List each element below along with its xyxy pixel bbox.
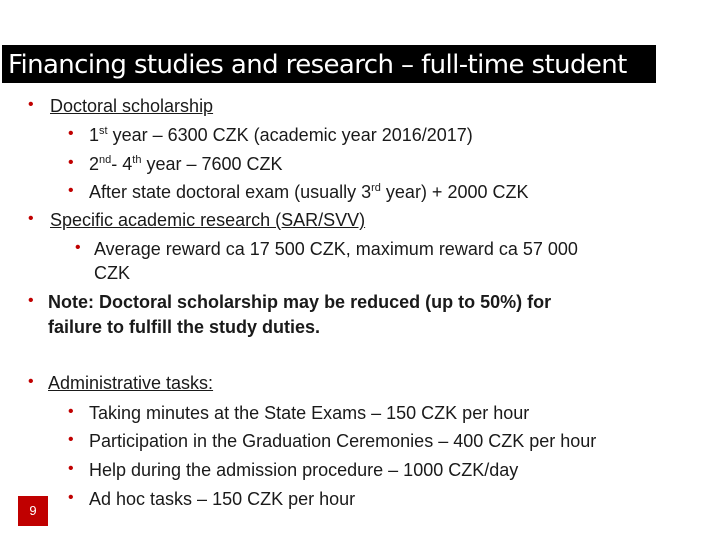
bullet-icon: • <box>68 403 74 420</box>
bullet-icon: • <box>28 373 34 390</box>
research-reward-line-1: Average reward ca 17 500 CZK, maximum reward ca 57 000 <box>94 239 578 259</box>
bullet-icon: • <box>68 489 74 506</box>
doctoral-heading: Doctoral scholarship <box>50 96 214 116</box>
doctoral-year-1 <box>89 124 473 146</box>
doctoral-year-2-mid: - 4 <box>111 154 133 174</box>
doctoral-exam-post: year) + 2000 CZK <box>380 182 529 202</box>
admin-item: Participation in the Graduation Ceremonies – 400 CZK per hour <box>89 431 597 451</box>
bullet-icon: • <box>75 239 81 256</box>
doctoral-year-1-sup: st <box>99 125 108 137</box>
note-line-1: Note: Doctoral scholarship may be reduced (up to 50%) for <box>48 292 552 312</box>
admin-item: Taking minutes at the State Exams – 150 CZK per hour <box>89 403 530 423</box>
doctoral-year-2-text: year – 7600 CZK <box>141 154 283 174</box>
slide-number: 9 <box>18 496 48 526</box>
admin-item: Ad hoc tasks – 150 CZK per hour <box>89 489 356 509</box>
slide-title: Financing studies and research – full-time student <box>2 45 656 83</box>
bullet-icon: • <box>28 96 34 113</box>
doctoral-year-2-4 <box>89 153 283 175</box>
doctoral-year-2-sup: nd <box>99 154 112 166</box>
bullet-icon: • <box>28 210 34 227</box>
bullet-icon: • <box>28 292 34 309</box>
bullet-icon: • <box>68 154 74 171</box>
doctoral-year-4-sup: th <box>132 154 142 166</box>
doctoral-year-1-num: 1 <box>89 125 100 145</box>
bullet-icon: • <box>68 182 74 199</box>
admin-item: Help during the admission procedure – 1000 CZK/day <box>89 460 519 480</box>
doctoral-exam-sup: rd <box>371 182 381 194</box>
note-line-2: failure to fulfill the study duties. <box>48 317 321 337</box>
doctoral-exam-pre: After state doctoral exam (usually 3 <box>89 182 372 202</box>
doctoral-exam <box>89 181 529 203</box>
research-reward-line-2: CZK <box>94 263 130 283</box>
doctoral-year-1-text: year – 6300 CZK (academic year 2016/2017) <box>107 125 473 145</box>
doctoral-year-2-num: 2 <box>89 154 100 174</box>
research-heading: Specific academic research (SAR/SVV) <box>50 210 366 230</box>
bullet-icon: • <box>68 460 74 477</box>
admin-heading: Administrative tasks: <box>48 373 214 393</box>
bullet-icon: • <box>68 125 74 142</box>
bullet-icon: • <box>68 431 74 448</box>
